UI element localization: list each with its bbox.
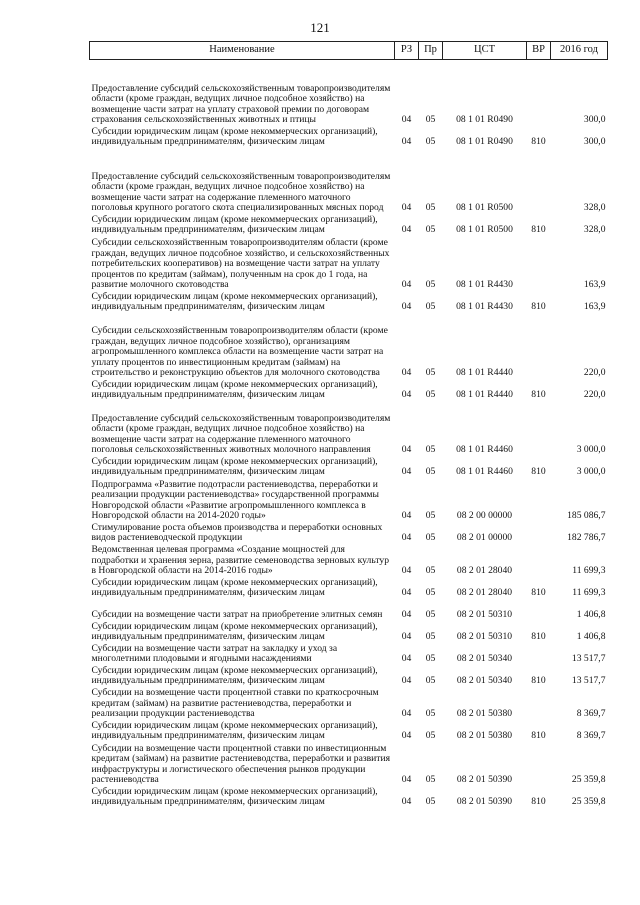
header-year: 2016 год [551,42,608,60]
row-name: Предоставление субсидий сельскохозяйственным товаропроизводителям области (кроме граждан, ведущих личное подсобное хозяйство) на возмещение части затрат на уплату страховой премии по договорам страхования сельскохозяйственных животных и птицы [91,82,391,126]
row-amount: 182 786,7 [567,532,606,544]
row-name: Субсидии сельскохозяйственным товаропроизводителям области (кроме граждан, ведущих личное подсобное хозяйство), организациям агропромышленного комплекса области на возмещение части затрат на уплату процентов по инвестиционным кредитам (займам) на строительство и реконструкцию объектов для молочного скотоводства [91,325,388,379]
row-cst: 08 2 01 50390 [456,774,513,786]
row-name: Субсидии юридическим лицам (кроме некоммерческих организаций), индивидуальным предпринимателям, физическим лицам [91,455,378,478]
row-name: Субсидии юридическим лицам (кроме некоммерческих организаций), индивидуальным предпринимателям, физическим лицам [91,213,378,236]
row-amount: 185 086,7 [567,510,606,522]
header-vr: ВР [527,42,551,60]
row-cst: 08 1 01 R0500 [456,224,513,236]
row-cst: 08 1 01 R4430 [456,279,513,291]
table-row [90,544,608,577]
row-pr: 05 [425,224,436,236]
row-pr: 05 [425,466,436,478]
row-vr: 810 [531,730,546,742]
row-amount: 163,9 [583,279,606,291]
table-row [90,522,608,544]
row-cst: 08 1 01 R0490 [456,114,513,126]
table-row [90,236,608,291]
table-row [90,577,608,599]
table-row [90,214,608,236]
row-pr: 05 [425,510,436,522]
row-pr: 05 [425,565,436,577]
table-row [90,621,608,643]
table-row [90,599,608,621]
row-name: Субсидии на возмещение части затрат на закладку и уход за многолетними плодовыми и ягодными насаждениями [91,642,338,665]
row-name: Ведомственная целевая программа «Создание мощностей для подработки и хранения зерна, развитие семеноводства зерновых культур в Новгородской области на 2014-2016 годы» [91,544,389,577]
row-amount: 13 517,7 [571,675,606,687]
row-pr: 05 [425,389,436,401]
table-row [90,720,608,742]
budget-table [89,41,608,808]
row-amount: 300,0 [583,114,606,126]
row-amount: 3 000,0 [576,466,606,478]
table-row [90,60,608,127]
row-name: Субсидии юридическим лицам (кроме некоммерческих организаций), индивидуальным предпринимателям, физическим лицам [91,378,378,401]
row-name: Субсидии юридическим лицам (кроме некоммерческих организаций), индивидуальным предпринимателям, физическим лицам [91,664,378,687]
row-amount: 1 406,8 [576,631,606,643]
row-cst: 08 1 01 R4440 [456,389,513,401]
row-rz: 04 [401,224,412,236]
row-amount: 328,0 [583,202,606,214]
row-vr [527,236,551,291]
row-pr: 05 [425,631,436,643]
row-rz: 04 [401,444,412,456]
table-row [90,313,608,379]
row-amount: 1 406,8 [576,609,606,621]
row-amount: 13 517,7 [571,653,606,665]
row-cst: 08 1 01 R4440 [456,367,513,379]
row-name: Субсидии юридическим лицам (кроме некоммерческих организаций), индивидуальным предпринимателям, физическим лицам [91,125,378,148]
row-amount: 11 699,3 [572,587,606,599]
row-rz: 04 [401,532,412,544]
table-row [90,456,608,478]
row-amount: 163,9 [583,301,606,313]
row-vr [527,742,551,786]
row-amount: 3 000,0 [576,444,606,456]
row-rz: 04 [401,202,412,214]
header-name: Наименование [90,42,395,60]
row-rz: 04 [401,796,412,808]
row-rz: 04 [401,631,412,643]
table-header-row [90,42,608,60]
row-rz: 04 [401,708,412,720]
table-row [90,401,608,456]
row-pr: 05 [425,708,436,720]
row-cst: 08 2 01 00000 [456,532,513,544]
row-pr: 05 [425,279,436,291]
row-name: Субсидии юридическим лицам (кроме некоммерческих организаций), индивидуальным предпринимателям, физическим лицам [91,290,378,313]
row-amount: 11 699,3 [572,565,606,577]
row-vr: 810 [531,675,546,687]
row-cst: 08 2 01 50380 [456,708,513,720]
row-pr: 05 [425,774,436,786]
row-name: Субсидии юридическим лицам (кроме некоммерческих организаций), индивидуальным предпринимателям, физическим лицам [91,576,378,599]
row-name: Стимулирование роста объемов производства и переработки основных видов растениеводческой продукции [91,521,383,544]
row-amount: 220,0 [583,389,606,401]
row-cst: 08 2 01 50310 [456,631,513,643]
row-cst: 08 2 01 50380 [456,730,513,742]
table-row [90,665,608,687]
row-name: Субсидии юридическим лицам (кроме некоммерческих организаций), индивидуальным предпринимателям, физическим лицам [91,719,378,742]
row-name: Субсидии на возмещение части процентной ставки по инвестиционным кредитам (займам) на развитие растениеводства, переработки и развития инфраструктуры и логистического обеспечения рынков продукции растениеводства [91,742,391,786]
row-rz: 04 [401,367,412,379]
row-pr: 05 [425,532,436,544]
row-amount: 300,0 [583,136,606,148]
row-name: Предоставление субсидий сельскохозяйственным товаропроизводителям области (кроме граждан, ведущих личное подсобное хозяйство) на возмещение части затрат на содержание племенного маточного поголовья крупного рогатого скота специализированных мясных пород [91,170,391,214]
row-vr [527,643,551,665]
row-amount: 25 359,8 [571,774,606,786]
row-amount: 220,0 [583,367,606,379]
row-rz: 04 [401,653,412,665]
row-cst: 08 1 01 R0490 [456,136,513,148]
row-cst: 08 1 01 R4430 [456,301,513,313]
row-rz: 04 [401,301,412,313]
row-pr: 05 [425,587,436,599]
row-rz: 04 [401,774,412,786]
row-amount: 25 359,8 [571,796,606,808]
page-number: 121 [310,20,330,35]
row-amount: 8 369,7 [576,730,606,742]
row-pr: 05 [425,796,436,808]
row-pr: 05 [425,114,436,126]
row-cst: 08 1 01 R0500 [456,202,513,214]
row-rz: 04 [401,136,412,148]
row-cst: 08 1 01 R4460 [456,466,513,478]
row-vr: 810 [531,389,546,401]
header-cst: ЦСТ [443,42,527,60]
row-cst: 08 1 01 R4460 [456,444,513,456]
row-vr [527,313,551,379]
row-cst: 08 2 01 50340 [456,653,513,665]
header-pr: Пр [419,42,443,60]
row-vr [527,687,551,720]
table-row [90,742,608,786]
row-rz: 04 [401,466,412,478]
row-amount: 328,0 [583,224,606,236]
row-vr: 810 [531,796,546,808]
row-rz: 04 [401,587,412,599]
table-row [90,643,608,665]
row-cst: 08 2 00 00000 [456,510,513,522]
row-vr [527,60,551,127]
row-vr [527,544,551,577]
row-pr: 05 [425,136,436,148]
row-rz: 04 [401,609,412,621]
row-cst: 08 2 01 28040 [456,587,513,599]
row-vr: 810 [531,136,546,148]
row-name: Предоставление субсидий сельскохозяйственным товаропроизводителям области (кроме граждан, ведущих личное подсобное хозяйство) на возмещение части затрат на содержание племенного маточного поголовья сельскохозяйственных животных молочного направления [91,412,391,456]
row-name: Субсидии сельскохозяйственным товаропроизводителям области (кроме граждан, ведущих личное подсобное хозяйство, и сельскохозяйственных потребительских кооперативов) на возмещение части затрат на уплату процентов по кредитам (займам), полученным на срок до 1 года, на развитие молочного скотоводства [91,237,390,291]
row-rz: 04 [401,565,412,577]
row-name: Субсидии юридическим лицам (кроме некоммерческих организаций), индивидуальным предпринимателям, физическим лицам [91,620,378,643]
row-vr [527,522,551,544]
row-cst: 08 2 01 50310 [456,609,513,621]
row-vr [527,478,551,522]
row-rz: 04 [401,389,412,401]
header-rz: РЗ [395,42,419,60]
row-vr [527,599,551,621]
row-rz: 04 [401,279,412,291]
row-name: Подпрограмма «Развитие подотрасли растениеводства, переработки и реализации продукции растениеводства» государственной программы Новгородской области «Развитие агропромышленного комплекса в Новгородской области на 2014-2020 годы» [91,478,379,522]
row-pr: 05 [425,202,436,214]
row-pr: 05 [425,367,436,379]
row-name: Субсидии юридическим лицам (кроме некоммерческих организаций), индивидуальным предпринимателям, физическим лицам [91,785,378,808]
table-row [90,291,608,313]
row-vr [527,401,551,456]
row-pr: 05 [425,444,436,456]
row-rz: 04 [401,510,412,522]
row-vr [527,148,551,214]
row-vr: 810 [531,466,546,478]
row-amount: 8 369,7 [576,708,606,720]
row-vr: 810 [531,301,546,313]
row-pr: 05 [425,730,436,742]
row-cst: 08 2 01 50340 [456,675,513,687]
row-cst: 08 2 01 50390 [456,796,513,808]
row-name: Субсидии на возмещение части затрат на приобретение элитных семян [91,609,383,621]
row-cst: 08 2 01 28040 [456,565,513,577]
row-rz: 04 [401,675,412,687]
row-name: Субсидии на возмещение части процентной ставки по краткосрочным кредитам (займам) на развитие растениеводства, переработки и реализации продукции растениеводства [91,687,379,720]
table-row [90,148,608,214]
row-rz: 04 [401,114,412,126]
table-row [90,786,608,808]
table-row [90,687,608,720]
table-row [90,478,608,522]
table-row [90,379,608,401]
row-pr: 05 [425,653,436,665]
row-rz: 04 [401,730,412,742]
row-vr: 810 [531,631,546,643]
row-pr: 05 [425,301,436,313]
row-vr: 810 [531,224,546,236]
row-vr: 810 [531,587,546,599]
row-pr: 05 [425,609,436,621]
table-row [90,126,608,148]
row-pr: 05 [425,675,436,687]
